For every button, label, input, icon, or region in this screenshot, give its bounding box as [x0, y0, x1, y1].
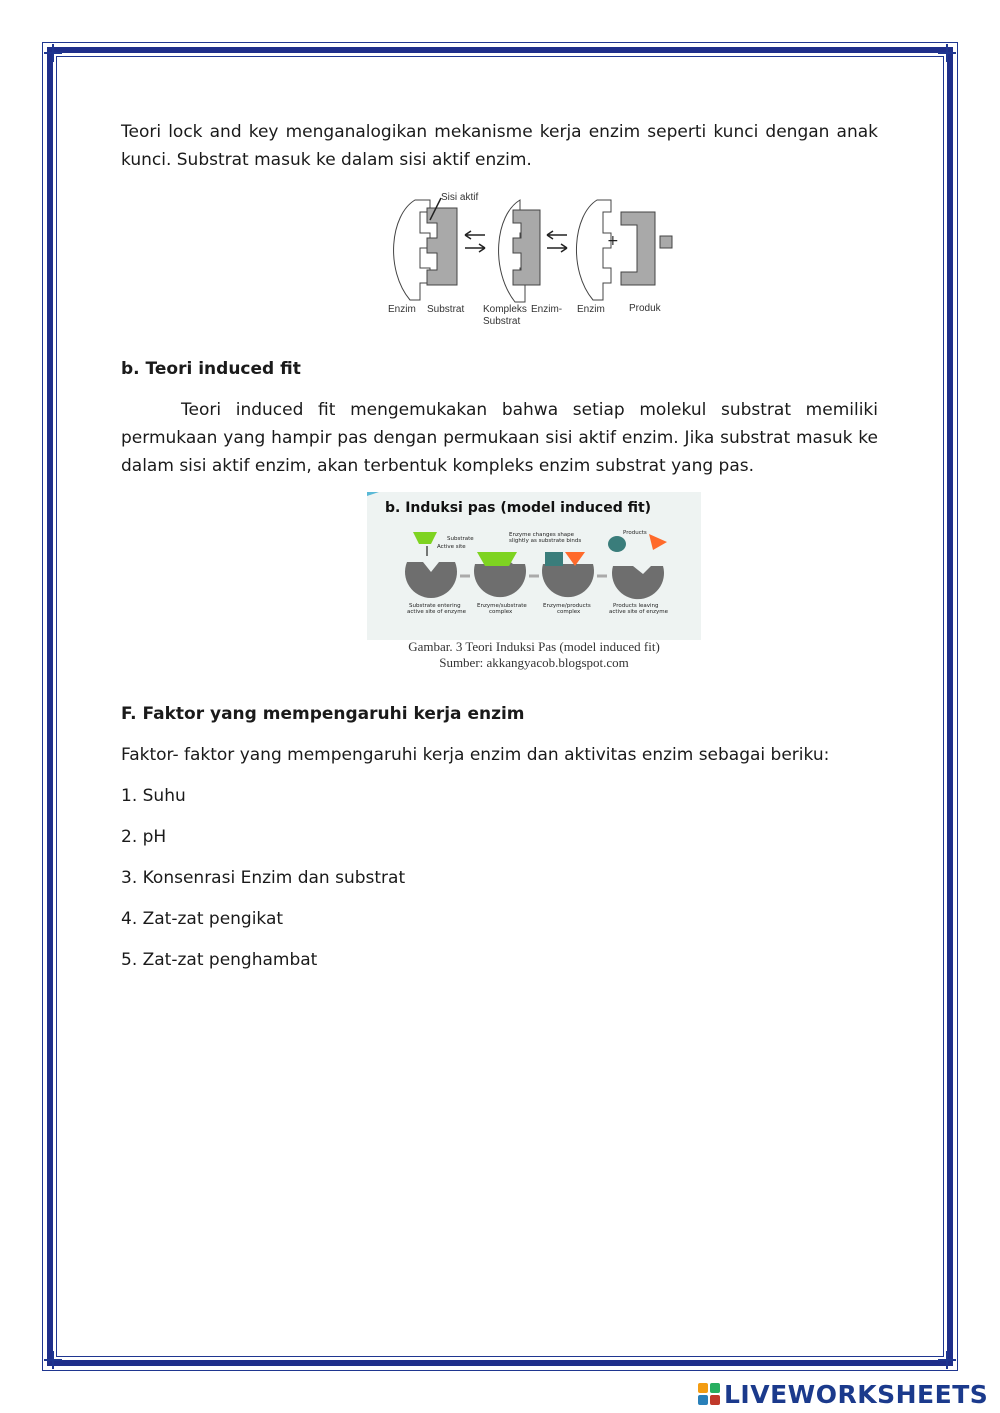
- frame-corner-ornament: [938, 1351, 956, 1369]
- lock-key-diagram: [385, 190, 675, 340]
- plus-icon: +: [607, 233, 619, 249]
- label-shape-change: slightly as substrate binds: [509, 538, 582, 544]
- list-item: 4. Zat-zat pengikat: [121, 909, 284, 929]
- section-f: [121, 700, 878, 974]
- frame-corner-ornament: [938, 44, 956, 62]
- section-b-paragraph: Teori induced fit mengemukakan bahwa setiap molekul substrat memiliki permukaan yang hampir pas dengan permukaan sisi aktif enzim. Jika substrat masuk ke dalam sisi aktif enzim, akan terbentuk kompleks enzim substrat yang pas.: [121, 400, 878, 476]
- step-label: active site of enzyme: [407, 609, 466, 615]
- intro-block: [121, 118, 878, 174]
- step-label: Products leaving: [613, 603, 659, 609]
- step-label: Enzyme/substrate: [477, 603, 527, 609]
- arrow-right-icon: [465, 244, 485, 252]
- label-products: Products: [623, 530, 647, 536]
- label-substrate: Substrate: [447, 536, 474, 542]
- list-item: 3. Konsenrasi Enzim dan substrat: [121, 868, 406, 888]
- label-produk: Produk: [629, 303, 661, 314]
- label-active-site: Sisi aktif: [441, 192, 479, 203]
- lock-key-paragraph: Teori lock and key menganalogikan mekanisme kerja enzim seperti kunci dengan anak kunci. Substrat masuk ke dalam sisi aktif enzim.: [121, 122, 878, 170]
- induced-fit-figure: [367, 492, 701, 640]
- enzyme-shape: [576, 200, 611, 300]
- section-b: [121, 355, 878, 480]
- logo-icon: [698, 1383, 720, 1405]
- figure-source: Sumber: akkangyacob.blogspot.com: [439, 655, 629, 670]
- label-active-site: Active site: [437, 544, 466, 550]
- product-shape: [621, 212, 655, 285]
- step-label: active site of enzyme: [609, 609, 668, 615]
- step-label: Enzyme/products: [543, 603, 591, 609]
- product-small-shape: [660, 236, 672, 248]
- arrow-left-icon: [465, 231, 485, 239]
- label-shape-change: Enzyme changes shape: [509, 532, 575, 538]
- list-item: 1. Suhu: [121, 786, 186, 806]
- figure-caption: Gambar. 3 Teori Induksi Pas (model induced fit): [408, 639, 660, 654]
- list-item: 2. pH: [121, 827, 167, 847]
- logo-text: LIVEWORKSHEETS: [724, 1379, 989, 1409]
- section-b-heading: b. Teori induced fit: [121, 359, 301, 379]
- label-substrat: Substrat: [427, 304, 465, 315]
- step-label: complex: [557, 609, 581, 615]
- figure-title: b. Induksi pas (model induced fit): [385, 500, 652, 516]
- arrow-left-icon: [547, 231, 567, 239]
- section-f-heading: F. Faktor yang mempengaruhi kerja enzim: [121, 704, 525, 724]
- enzyme-shape: [394, 200, 430, 300]
- step-label: Substrate entering: [409, 603, 461, 609]
- label-kompleks: Kompleks: [483, 304, 527, 315]
- complex-substrate-shape: [513, 210, 540, 285]
- list-item: 5. Zat-zat penghambat: [121, 950, 318, 970]
- arrow-right-icon: [547, 244, 567, 252]
- label-kompleks: Enzim-: [531, 304, 563, 315]
- label-enzim: Enzim: [577, 304, 605, 315]
- section-f-intro: Faktor- faktor yang mempengaruhi kerja enzim dan aktivitas enzim sebagai beriku:: [121, 745, 830, 765]
- substrate-shape: [427, 208, 457, 285]
- liveworksheets-logo: [698, 1378, 988, 1410]
- frame-corner-ornament: [44, 44, 62, 62]
- step-label: complex: [489, 609, 513, 615]
- label-enzim: Enzim: [388, 304, 416, 315]
- label-kompleks: Substrat: [483, 316, 521, 327]
- frame-corner-ornament: [44, 1351, 62, 1369]
- induced-fit-labels: [367, 492, 701, 640]
